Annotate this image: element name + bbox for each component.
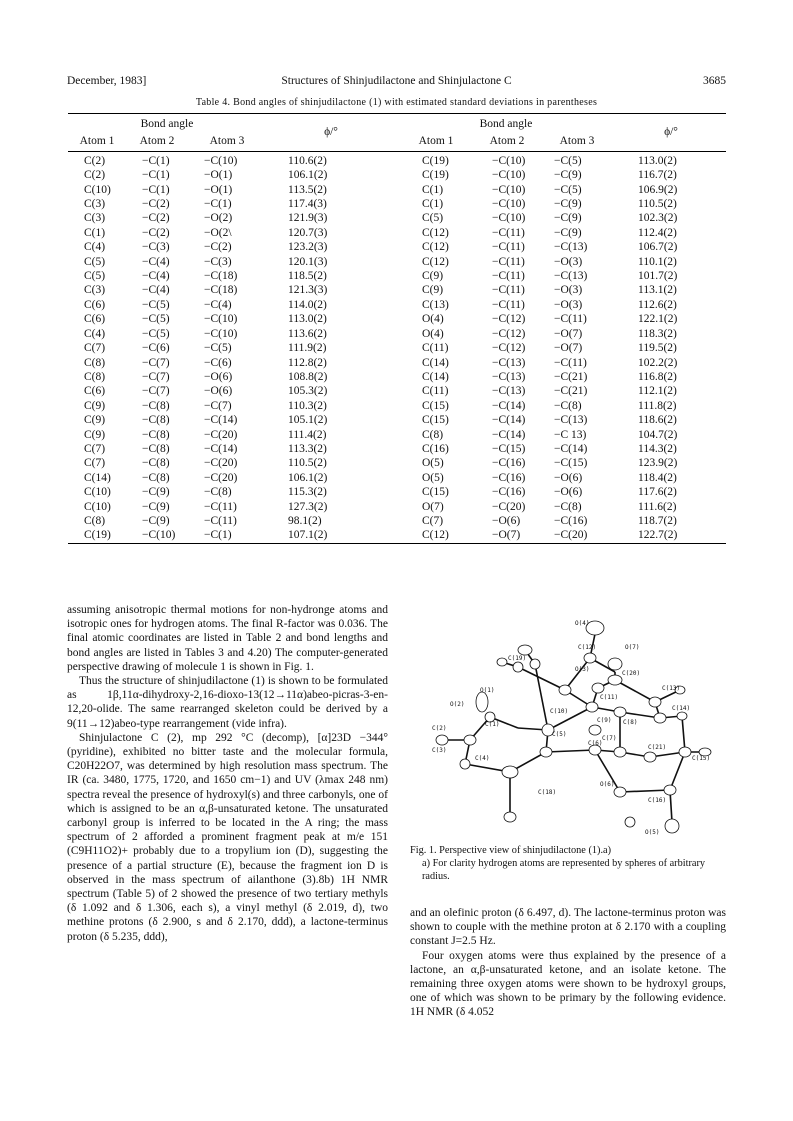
atom-cell: C(12) <box>422 241 449 254</box>
atom-cell: −C(5) <box>142 313 170 326</box>
atom-cell: −C(13) <box>492 370 526 383</box>
table-row <box>68 168 726 182</box>
angle-cell: 121.3(3) <box>288 284 328 297</box>
atom-cell: −O(7) <box>554 342 583 355</box>
atom-cell: C(1) <box>84 226 106 239</box>
atom-cell: −C(18) <box>204 270 238 283</box>
atom-label: C(6) <box>588 740 603 747</box>
atom-cell: −C(16) <box>492 486 526 499</box>
angle-cell: 113.6(2) <box>288 327 327 340</box>
angle-cell: 121.9(3) <box>288 212 328 225</box>
angle-cell: 111.8(2) <box>638 399 677 412</box>
atom-cell: C(11) <box>422 342 449 355</box>
atom-label: C(16) <box>648 797 667 804</box>
atom-cell: −C(20) <box>204 457 238 470</box>
atom-cell: −C(14) <box>492 428 526 441</box>
atom-cell: −C(9) <box>554 226 582 239</box>
atom-cell: −O(7) <box>554 327 583 340</box>
atom-label: C(8) <box>623 719 638 726</box>
atom-cell: −O(6) <box>204 385 233 398</box>
atom-cell: −C(13) <box>554 241 588 254</box>
atom-label: O(5) <box>645 829 660 836</box>
atom-cell: C(6) <box>84 298 106 311</box>
atom-cell: C(15) <box>422 414 449 427</box>
atom-cell: O(5) <box>422 457 444 470</box>
angle-cell: 98.1(2) <box>288 514 322 527</box>
atom-cell: −C(8) <box>554 399 582 412</box>
table-row <box>68 151 726 168</box>
atom-cell: −C(10) <box>492 154 526 167</box>
atom-label: O(4) <box>575 620 590 627</box>
atom-cell: −C(16) <box>492 471 526 484</box>
col-atom2-left: Atom 2 <box>126 131 188 151</box>
atom-cell: C(3) <box>84 212 106 225</box>
angle-cell: 112.8(2) <box>288 356 327 369</box>
atom-label: O(3) <box>575 666 590 673</box>
running-header-title: Structures of Shinjudilactone and Shinjulactone C <box>281 75 512 87</box>
atom-cell: −C(20) <box>204 471 238 484</box>
atom-cell: O(5) <box>422 471 444 484</box>
table-row <box>68 298 726 312</box>
atom-cell: −C(10) <box>204 154 238 167</box>
atom-cell: −C(7) <box>142 356 170 369</box>
atom-cell: −C(11) <box>492 284 525 297</box>
angle-cell: 110.3(2) <box>288 399 327 412</box>
atom-cell: C(14) <box>84 471 111 484</box>
atom-cell: C(1) <box>422 183 444 196</box>
phi-header-left: ϕ/° <box>266 114 396 152</box>
atom-cell: C(15) <box>422 486 449 499</box>
atom-cell: −O(1) <box>204 183 233 196</box>
table-row <box>68 428 726 442</box>
atom-cell: −C(11) <box>492 226 525 239</box>
table-row <box>68 240 726 254</box>
angle-cell: 123.9(2) <box>638 457 678 470</box>
running-header-date: December, 1983] <box>67 75 147 87</box>
angle-cell: 118.6(2) <box>638 414 677 427</box>
atom-cell: −C(7) <box>142 370 170 383</box>
atom-cell: −C(12) <box>492 313 526 326</box>
atom-cell: C(10) <box>84 486 111 499</box>
angle-cell: 112.4(2) <box>638 226 677 239</box>
table-row <box>68 226 726 240</box>
table-row <box>68 255 726 269</box>
atom-cell: −C(2) <box>142 226 170 239</box>
atom-cell: −C(4) <box>142 255 170 268</box>
figure-caption-footnote: a) For clarity hydrogen atoms are represented by spheres of arbitrary radius. <box>422 858 706 882</box>
atom-label: C(5) <box>552 731 567 738</box>
atom-label: C(9) <box>597 717 612 724</box>
atom-cell: −C(2) <box>204 241 232 254</box>
atom-cell: −C(14) <box>492 414 526 427</box>
angle-cell: 123.2(3) <box>288 241 328 254</box>
table-row <box>68 528 726 543</box>
table-row <box>68 471 726 485</box>
atom-cell: −C(16) <box>492 457 526 470</box>
atom-label: C(3) <box>432 747 447 754</box>
atom-cell: C(5) <box>84 255 106 268</box>
atom-cell: C(12) <box>422 226 449 239</box>
atom-cell: −C(2) <box>142 212 170 225</box>
atom-cell: −C(15) <box>554 457 588 470</box>
left-column-text <box>67 603 388 944</box>
atom-cell: −C(10) <box>492 212 526 225</box>
figure-caption <box>410 844 726 883</box>
page-number: 3685 <box>703 75 726 87</box>
atom-cell: −C(10) <box>492 169 526 182</box>
atom-label: O(1) <box>480 687 495 694</box>
atom-label: O(7) <box>625 644 640 651</box>
atom-cell: −C(8) <box>142 457 170 470</box>
atom-cell: C(3) <box>84 284 106 297</box>
angle-cell: 114.3(2) <box>638 442 677 455</box>
atom-cell: C(3) <box>84 198 106 211</box>
table-row <box>68 341 726 355</box>
angle-cell: 118.3(2) <box>638 327 677 340</box>
atom-cell: −O(2\ <box>204 226 232 239</box>
atom-cell: C(1) <box>422 198 444 211</box>
atom-label: O(2) <box>450 701 465 708</box>
atom-cell: −C(9) <box>142 500 170 513</box>
col-atom1-left: Atom 1 <box>68 131 126 151</box>
angle-cell: 110.6(2) <box>288 154 327 167</box>
atom-cell: C(19) <box>422 154 449 167</box>
atom-cell: O(4) <box>422 327 444 340</box>
angle-cell: 116.8(2) <box>638 370 677 383</box>
atom-cell: −C(10) <box>492 183 526 196</box>
atom-cell: −C(8) <box>142 471 170 484</box>
atom-cell: −O(6) <box>554 471 583 484</box>
atom-cell: C(19) <box>422 169 449 182</box>
atom-cell: −C(9) <box>142 514 170 527</box>
atom-cell: −C(5) <box>204 342 232 355</box>
atom-cell: −C(2) <box>142 198 170 211</box>
atom-cell: −C(1) <box>142 183 170 196</box>
atom-cell: C(16) <box>422 442 449 455</box>
table-row <box>68 183 726 197</box>
table-row <box>68 356 726 370</box>
atom-cell: C(12) <box>422 255 449 268</box>
bond-angle-table <box>68 113 726 544</box>
atom-cell: −C(9) <box>142 486 170 499</box>
atom-cell: −O(2) <box>204 212 233 225</box>
angle-cell: 117.6(2) <box>638 486 677 499</box>
atom-cell: C(19) <box>68 528 126 543</box>
atom-cell: −C 13) <box>554 428 587 441</box>
atom-cell: C(6) <box>84 385 106 398</box>
angle-cell: 127.3(2) <box>288 500 328 513</box>
atom-cell: −C(4) <box>142 284 170 297</box>
atom-cell: C(7) <box>84 457 106 470</box>
atom-cell: −C(5) <box>554 183 582 196</box>
atom-cell: C(9) <box>422 284 444 297</box>
angle-cell: 102.3(2) <box>638 212 678 225</box>
atom-cell: C(9) <box>422 270 444 283</box>
angle-cell: 114.0(2) <box>288 298 327 311</box>
angle-cell: 118.5(2) <box>288 270 327 283</box>
atom-cell: C(8) <box>84 370 106 383</box>
atom-label: C(21) <box>648 744 667 751</box>
group-header-left: Bond angle <box>68 114 266 132</box>
col-atom3-right: Atom 3 <box>538 131 616 151</box>
atom-cell: −C(5) <box>554 154 582 167</box>
atom-cell: −C(5) <box>142 327 170 340</box>
atom-cell: C(6) <box>84 313 106 326</box>
atom-cell: −C(3) <box>204 255 232 268</box>
right-column-text <box>410 906 726 1020</box>
atom-cell: −O(1) <box>204 169 233 182</box>
angle-cell: 110.5(2) <box>638 198 677 211</box>
atom-cell: −C(10) <box>204 327 238 340</box>
angle-cell: 113.0(2) <box>638 154 677 167</box>
atom-label: C(19) <box>508 655 527 662</box>
atom-label: C(4) <box>475 755 490 762</box>
angle-cell: 102.2(2) <box>638 356 678 369</box>
group-header-right: Bond angle <box>396 114 616 132</box>
angle-cell: 122.1(2) <box>638 313 678 326</box>
atom-cell: −C(14) <box>204 414 238 427</box>
angle-cell: 119.5(2) <box>638 342 677 355</box>
table-row <box>68 514 726 528</box>
angle-cell: 106.1(2) <box>288 169 328 182</box>
angle-cell: 107.1(2) <box>266 528 396 543</box>
atom-cell: C(8) <box>84 356 106 369</box>
atom-cell: −C(10) <box>126 528 188 543</box>
col-atom2-right: Atom 2 <box>476 131 538 151</box>
atom-cell: C(10) <box>84 500 111 513</box>
atom-cell: −C(8) <box>142 428 170 441</box>
atom-cell: −C(5) <box>142 298 170 311</box>
atom-cell: −C(8) <box>142 399 170 412</box>
atom-label: C(18) <box>538 789 557 796</box>
ortep-figure <box>410 612 725 842</box>
angle-cell: 115.3(2) <box>288 486 327 499</box>
table-row <box>68 500 726 514</box>
atom-cell: −C(13) <box>492 356 526 369</box>
angle-cell: 108.8(2) <box>288 370 328 383</box>
angle-cell: 111.4(2) <box>288 428 327 441</box>
angle-cell: 105.1(2) <box>288 414 328 427</box>
atom-cell: C(12) <box>396 528 476 543</box>
angle-cell: 104.7(2) <box>638 428 678 441</box>
atom-cell: −C(10) <box>204 313 238 326</box>
atom-label: C(20) <box>622 670 641 677</box>
atom-label: C(13) <box>662 685 681 692</box>
atom-labels <box>432 620 710 836</box>
atom-cell: −C(1) <box>188 528 266 543</box>
angle-cell: 112.6(2) <box>638 298 677 311</box>
atom-cell: −C(8) <box>204 486 232 499</box>
atom-cell: C(7) <box>422 514 444 527</box>
atom-cell: −O(6) <box>492 514 521 527</box>
atom-label: C(1) <box>485 721 500 728</box>
atom-cell: C(14) <box>422 356 449 369</box>
atom-cell: −O(6) <box>554 486 583 499</box>
angle-cell: 122.7(2) <box>616 528 726 543</box>
atom-cell: −C(21) <box>554 370 588 383</box>
angle-cell: 111.9(2) <box>288 342 327 355</box>
atom-cell: −C(14) <box>204 442 238 455</box>
atom-cell: −C(9) <box>554 198 582 211</box>
atom-cell: −C(11) <box>204 500 237 513</box>
atom-cell: C(9) <box>84 428 106 441</box>
atom-cell: −C(6) <box>142 342 170 355</box>
table-row <box>68 485 726 499</box>
paragraph: Shinjulactone C (2), mp 292 °C (decomp), [α]23D −344° (pyridine), exhibited no bitter taste and the molecular formula, C20H22O7, was determined by high resolution mass spectrum. The IR (ca. 3480, 1775, 1720, and 1650 cm−1) and UV (λmax 248 nm) spectra reveal the presence of hydroxyl(s) and three carbonyls, one of which is assigned to be an α,β-unsaturated ketone. The unsaturated carbonyl group is inferred to be located in the A ring; the mass spectrum of 2 afforded a prominent fragment peak at m/e 151 (C9H11O2)+ probably due to a tropylium ion (D), suggesting the presence of a partial structure (E), because the fragment ion D is observed in the mass spectrum of ailanthone (3).8b) 1H NMR spectrum (Table 5) of 2 showed the presence of two tertiary methyls (δ 1.092 and δ 1.306, each s), a vinyl methyl (δ 2.019, d), two methine protons (δ 2.900, s and δ 2.170, ddd), a lactone-terminus proton (δ 5.235, ddd), <box>67 731 388 943</box>
atom-cell: −C(7) <box>142 385 170 398</box>
atom-cell: −C(1) <box>204 198 232 211</box>
table-row <box>68 442 726 456</box>
atom-cell: −C(13) <box>554 270 588 283</box>
atom-cell: O(7) <box>422 500 444 513</box>
atom-cell: C(9) <box>84 414 106 427</box>
atom-cell: −C(4) <box>204 298 232 311</box>
angle-cell: 120.7(3) <box>288 226 328 239</box>
atom-cell: C(7) <box>84 342 106 355</box>
angle-cell: 113.1(2) <box>638 284 677 297</box>
atom-ellipsoids <box>436 621 711 833</box>
atom-cell: −C(21) <box>554 385 588 398</box>
atom-cell: O(4) <box>422 313 444 326</box>
atom-cell: −C(15) <box>492 442 526 455</box>
atom-cell: −C(3) <box>142 241 170 254</box>
angle-cell: 113.5(2) <box>288 183 327 196</box>
atom-cell: −C(13) <box>492 385 526 398</box>
paragraph: Thus the structure of shinjudilactone (1) is shown to be formulated as 1β,11α-dihydroxy-2,16-dioxo-13(12→11α)abeo-picras-3-en-12,20-olide. The same rearranged skeleton could be derived by a 9(11→12)abeo-type rearrangement (vide infra). <box>67 675 388 730</box>
atom-cell: −C(1) <box>142 169 170 182</box>
paragraph: and an olefinic proton (δ 6.497, d). The lactone-terminus proton was shown to couple with the methine proton at δ 2.170 with a coupling constant J=2.5 Hz. <box>410 907 726 948</box>
paragraph: Four oxygen atoms were thus explained by the presence of a lactone, an α,β-unsaturated ketone, and an isolate ketone. The remaining three oxygen atoms were shown to be hydroxyl groups, one of which was shown to be primary by the following evidence. 1H NMR (δ 4.052 <box>410 949 726 1019</box>
angle-cell: 110.1(2) <box>638 255 677 268</box>
atom-label: C(15) <box>692 755 711 762</box>
table-row <box>68 399 726 413</box>
table-row <box>68 327 726 341</box>
atom-cell: −O(7) <box>476 528 538 543</box>
atom-label: C(12) <box>578 644 597 651</box>
atom-cell: C(11) <box>422 385 449 398</box>
table-caption: Table 4. Bond angles of shinjudilactone (1) with estimated standard deviations in parentheses <box>195 97 598 108</box>
atom-cell: C(4) <box>84 241 106 254</box>
atom-cell: C(2) <box>84 169 106 182</box>
atom-cell: −C(14) <box>554 442 588 455</box>
angle-cell: 112.1(2) <box>638 385 677 398</box>
atom-cell: −O(6) <box>204 370 233 383</box>
atom-cell: −C(11) <box>492 298 525 311</box>
atom-cell: −C(12) <box>492 342 526 355</box>
atom-cell: C(2) <box>84 154 106 167</box>
atom-cell: C(8) <box>84 514 106 527</box>
atom-cell: −C(6) <box>204 356 232 369</box>
atom-cell: −O(3) <box>554 255 583 268</box>
atom-cell: −C(11) <box>492 270 525 283</box>
table-row <box>68 211 726 225</box>
atom-cell: −C(1) <box>142 154 170 167</box>
atom-cell: −C(16) <box>554 514 588 527</box>
angle-cell: 111.6(2) <box>638 500 677 513</box>
col-atom3-left: Atom 3 <box>188 131 266 151</box>
angle-cell: 118.4(2) <box>638 471 677 484</box>
table-row <box>68 312 726 326</box>
atom-cell: −C(11) <box>204 514 237 527</box>
atom-label: O(6) <box>600 781 615 788</box>
atom-label: C(14) <box>672 705 691 712</box>
atom-cell: −C(8) <box>142 414 170 427</box>
table-row <box>68 456 726 470</box>
table-row <box>68 384 726 398</box>
atom-cell: C(14) <box>422 370 449 383</box>
atom-cell: −O(3) <box>554 284 583 297</box>
atom-cell: −C(4) <box>142 270 170 283</box>
angle-cell: 106.7(2) <box>638 241 678 254</box>
atom-cell: −C(9) <box>554 169 582 182</box>
atom-cell: −C(11) <box>554 356 587 369</box>
phi-header-right: ϕ/° <box>616 114 726 152</box>
table-row <box>68 283 726 297</box>
atom-cell: −C(9) <box>554 212 582 225</box>
atom-cell: −C(20) <box>492 500 526 513</box>
atom-cell: −C(14) <box>492 399 526 412</box>
atom-cell: C(4) <box>84 327 106 340</box>
angle-cell: 113.3(2) <box>288 442 327 455</box>
table-body <box>68 151 726 543</box>
atom-cell: −C(8) <box>142 442 170 455</box>
atom-cell: −C(13) <box>554 414 588 427</box>
atom-cell: −O(3) <box>554 298 583 311</box>
atom-cell: −C(20) <box>538 528 616 543</box>
angle-cell: 101.7(2) <box>638 270 678 283</box>
atom-label: C(2) <box>432 725 447 732</box>
atom-cell: C(8) <box>422 428 444 441</box>
paragraph: assuming anisotropic thermal motions for non-hydronge atoms and isotropic ones for hydrogen atoms. The final R-factor was 0.036. The final atomic coordinates are listed in Table 2 and bond lengths and bond angles are listed in Tables 3 and 4.20) The computer-generated perspective drawing of molecule 1 is shown in Fig. 1. <box>67 604 388 673</box>
atom-cell: −C(12) <box>492 327 526 340</box>
atom-cell: −C(20) <box>204 428 238 441</box>
angle-cell: 120.1(3) <box>288 255 328 268</box>
figure-caption-title: Fig. 1. Perspective view of shinjudilactone (1).a) <box>410 845 612 856</box>
angle-cell: 118.7(2) <box>638 514 677 527</box>
atom-cell: C(5) <box>84 270 106 283</box>
angle-cell: 105.3(2) <box>288 385 328 398</box>
angle-cell: 113.0(2) <box>288 313 327 326</box>
atom-label: C(11) <box>600 694 619 701</box>
atom-cell: C(13) <box>422 298 449 311</box>
atom-label: C(7) <box>602 735 617 742</box>
angle-cell: 117.4(3) <box>288 198 327 211</box>
col-atom1-right: Atom 1 <box>396 131 476 151</box>
atom-cell: C(7) <box>84 442 106 455</box>
table-row <box>68 197 726 211</box>
atom-cell: C(10) <box>84 183 111 196</box>
table-row <box>68 413 726 427</box>
angle-cell: 116.7(2) <box>638 169 677 182</box>
angle-cell: 106.1(2) <box>288 471 328 484</box>
table-row <box>68 370 726 384</box>
atom-cell: C(5) <box>422 212 444 225</box>
atom-cell: −C(18) <box>204 284 238 297</box>
atom-cell: −C(10) <box>492 198 526 211</box>
table-row <box>68 269 726 283</box>
atom-cell: −C(7) <box>204 399 232 412</box>
atom-cell: −C(11) <box>492 255 525 268</box>
atom-cell: −C(11) <box>554 313 587 326</box>
atom-label: C(10) <box>550 708 569 715</box>
angle-cell: 110.5(2) <box>288 457 327 470</box>
atom-cell: C(15) <box>422 399 449 412</box>
atom-cell: −C(11) <box>492 241 525 254</box>
atom-cell: −C(8) <box>554 500 582 513</box>
atom-cell: C(9) <box>84 399 106 412</box>
angle-cell: 106.9(2) <box>638 183 678 196</box>
